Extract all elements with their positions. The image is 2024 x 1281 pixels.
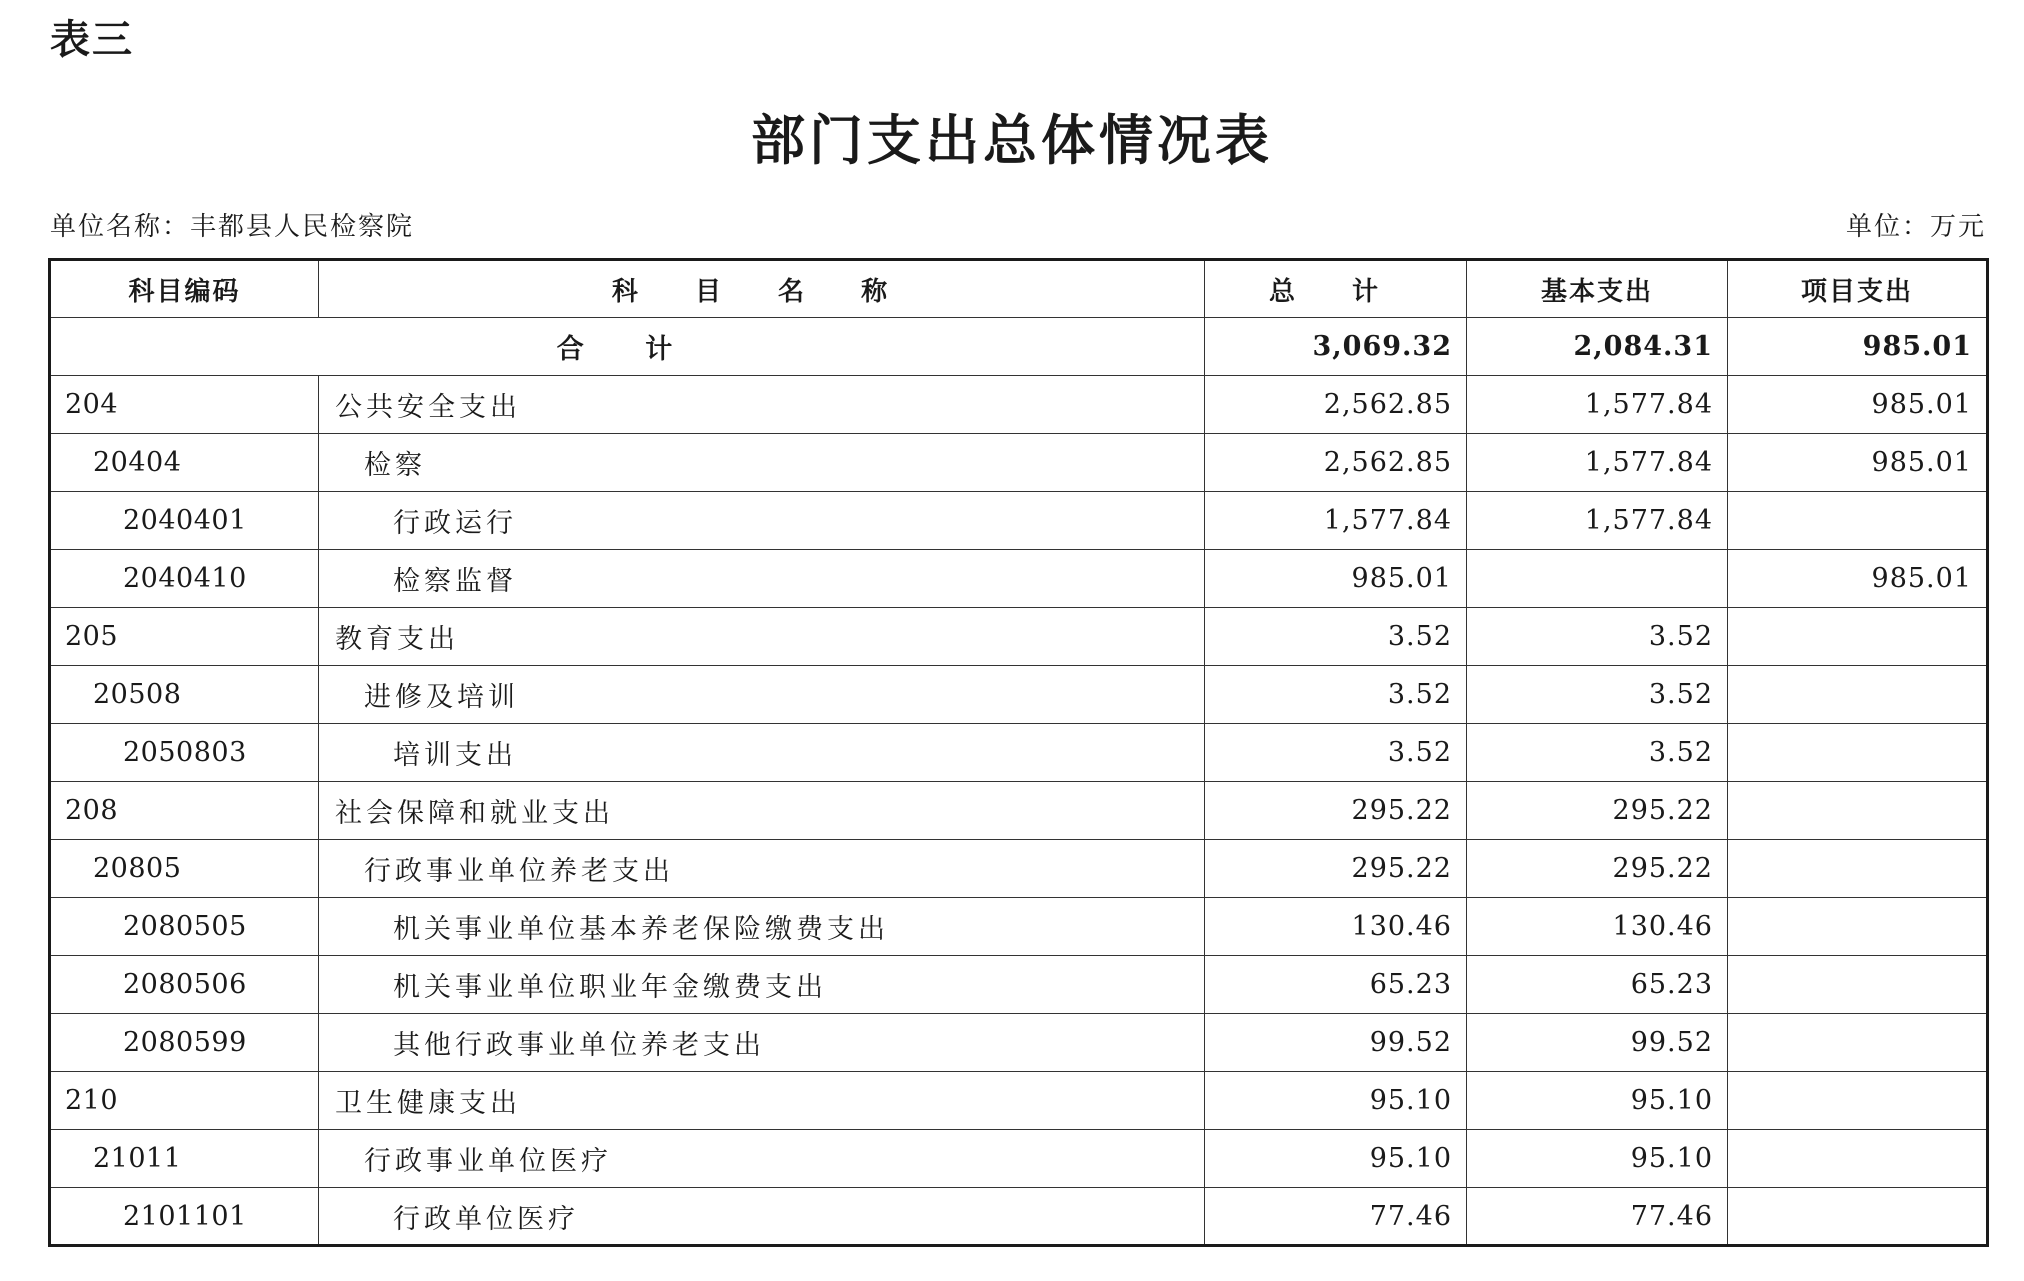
row-total: 985.01 bbox=[1205, 550, 1467, 608]
row-name: 检察 bbox=[319, 434, 1205, 492]
row-project: 985.01 bbox=[1728, 376, 1988, 434]
row-total: 2,562.85 bbox=[1205, 376, 1467, 434]
summary-basic: 2,084.31 bbox=[1467, 318, 1728, 376]
table-row bbox=[50, 376, 1988, 434]
row-total: 77.46 bbox=[1205, 1188, 1467, 1246]
row-total: 295.22 bbox=[1205, 782, 1467, 840]
table-number: 表三 bbox=[50, 17, 134, 63]
row-total: 3.52 bbox=[1205, 724, 1467, 782]
table-row bbox=[50, 898, 1988, 956]
row-total: 95.10 bbox=[1205, 1130, 1467, 1188]
table-row bbox=[50, 1130, 1988, 1188]
row-name: 检察监督 bbox=[319, 550, 1205, 608]
row-total: 2,562.85 bbox=[1205, 434, 1467, 492]
table-row bbox=[50, 492, 1988, 550]
row-basic: 65.23 bbox=[1467, 956, 1728, 1014]
table-row bbox=[50, 608, 1988, 666]
row-basic: 99.52 bbox=[1467, 1014, 1728, 1072]
row-code: 2080505 bbox=[50, 898, 319, 956]
row-project bbox=[1728, 898, 1988, 956]
unit-name-label: 单位名称：丰都县人民检察院 bbox=[50, 212, 415, 242]
row-code: 20805 bbox=[50, 840, 319, 898]
row-basic: 1,577.84 bbox=[1467, 376, 1728, 434]
header-total: 总 计 bbox=[1205, 260, 1467, 318]
row-basic: 3.52 bbox=[1467, 666, 1728, 724]
row-total: 130.46 bbox=[1205, 898, 1467, 956]
expenditure-table bbox=[48, 258, 1989, 1247]
row-total: 295.22 bbox=[1205, 840, 1467, 898]
row-code: 210 bbox=[50, 1072, 319, 1130]
row-name: 行政运行 bbox=[319, 492, 1205, 550]
row-name: 公共安全支出 bbox=[319, 376, 1205, 434]
row-name: 其他行政事业单位养老支出 bbox=[319, 1014, 1205, 1072]
row-basic bbox=[1467, 550, 1728, 608]
row-name: 卫生健康支出 bbox=[319, 1072, 1205, 1130]
row-basic: 77.46 bbox=[1467, 1188, 1728, 1246]
row-project bbox=[1728, 608, 1988, 666]
row-project bbox=[1728, 492, 1988, 550]
row-name: 机关事业单位基本养老保险缴费支出 bbox=[319, 898, 1205, 956]
row-project bbox=[1728, 1072, 1988, 1130]
row-project bbox=[1728, 782, 1988, 840]
row-total: 95.10 bbox=[1205, 1072, 1467, 1130]
row-name: 进修及培训 bbox=[319, 666, 1205, 724]
row-project bbox=[1728, 724, 1988, 782]
row-project: 985.01 bbox=[1728, 550, 1988, 608]
table-row bbox=[50, 550, 1988, 608]
row-name: 教育支出 bbox=[319, 608, 1205, 666]
table-row bbox=[50, 434, 1988, 492]
row-code: 2080506 bbox=[50, 956, 319, 1014]
row-project bbox=[1728, 956, 1988, 1014]
table-row bbox=[50, 666, 1988, 724]
row-name: 机关事业单位职业年金缴费支出 bbox=[319, 956, 1205, 1014]
row-project bbox=[1728, 1130, 1988, 1188]
row-name: 行政单位医疗 bbox=[319, 1188, 1205, 1246]
row-total: 65.23 bbox=[1205, 956, 1467, 1014]
table-row bbox=[50, 782, 1988, 840]
table-row bbox=[50, 1072, 1988, 1130]
row-code: 20404 bbox=[50, 434, 319, 492]
row-code: 205 bbox=[50, 608, 319, 666]
table-row bbox=[50, 1014, 1988, 1072]
row-code: 2101101 bbox=[50, 1188, 319, 1246]
row-total: 99.52 bbox=[1205, 1014, 1467, 1072]
row-name: 社会保障和就业支出 bbox=[319, 782, 1205, 840]
row-total: 3.52 bbox=[1205, 666, 1467, 724]
summary-label: 合 计 bbox=[50, 318, 1205, 376]
row-project bbox=[1728, 666, 1988, 724]
row-basic: 295.22 bbox=[1467, 782, 1728, 840]
row-basic: 130.46 bbox=[1467, 898, 1728, 956]
row-basic: 1,577.84 bbox=[1467, 492, 1728, 550]
row-total: 1,577.84 bbox=[1205, 492, 1467, 550]
row-project bbox=[1728, 1014, 1988, 1072]
row-basic: 1,577.84 bbox=[1467, 434, 1728, 492]
table-row bbox=[50, 956, 1988, 1014]
table-row bbox=[50, 1188, 1988, 1246]
row-code: 20508 bbox=[50, 666, 319, 724]
row-code: 204 bbox=[50, 376, 319, 434]
row-project: 985.01 bbox=[1728, 434, 1988, 492]
row-code: 21011 bbox=[50, 1130, 319, 1188]
table-row bbox=[50, 724, 1988, 782]
table-header-row bbox=[50, 260, 1988, 318]
row-project bbox=[1728, 840, 1988, 898]
row-name: 行政事业单位医疗 bbox=[319, 1130, 1205, 1188]
row-code: 2080599 bbox=[50, 1014, 319, 1072]
header-basic: 基本支出 bbox=[1467, 260, 1728, 318]
row-code: 208 bbox=[50, 782, 319, 840]
row-project bbox=[1728, 1188, 1988, 1246]
row-basic: 3.52 bbox=[1467, 608, 1728, 666]
summary-total: 3,069.32 bbox=[1205, 318, 1467, 376]
header-project: 项目支出 bbox=[1728, 260, 1988, 318]
header-name: 科 目 名 称 bbox=[319, 260, 1205, 318]
row-name: 培训支出 bbox=[319, 724, 1205, 782]
currency-unit-label: 单位：万元 bbox=[1845, 212, 1986, 242]
summary-row bbox=[50, 318, 1988, 376]
row-basic: 95.10 bbox=[1467, 1130, 1728, 1188]
unit-row bbox=[50, 206, 1986, 243]
row-basic: 295.22 bbox=[1467, 840, 1728, 898]
table-body bbox=[50, 318, 1988, 1246]
row-code: 2050803 bbox=[50, 724, 319, 782]
header-code: 科目编码 bbox=[50, 260, 319, 318]
row-code: 2040401 bbox=[50, 492, 319, 550]
table-row bbox=[50, 840, 1988, 898]
row-basic: 95.10 bbox=[1467, 1072, 1728, 1130]
row-code: 2040410 bbox=[50, 550, 319, 608]
row-name: 行政事业单位养老支出 bbox=[319, 840, 1205, 898]
row-total: 3.52 bbox=[1205, 608, 1467, 666]
row-basic: 3.52 bbox=[1467, 724, 1728, 782]
page-title: 部门支出总体情况表 bbox=[751, 108, 1273, 172]
summary-project: 985.01 bbox=[1728, 318, 1988, 376]
